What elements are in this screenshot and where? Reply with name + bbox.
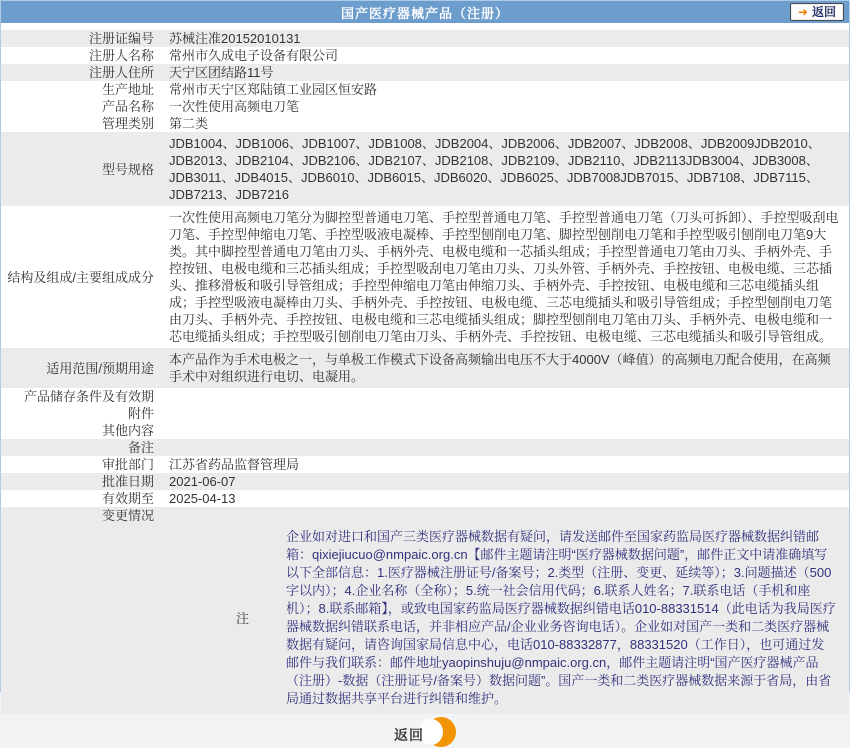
table-row-production-address	[1, 81, 849, 98]
back-button-label: 返回	[394, 727, 424, 743]
note-text: 企业如对进口和国产三类医疗器械数据有疑问，请发送邮件至国家药监局医疗器械数据纠错邮箱：qixiejiucuo@nmpaic.org.cn【邮件主题请注明“医疗器械数据问题”，邮件正文中请准确填写以下全部信息：1.医疗器械注册证号/备案号；2.类型（注册、变更、延续等）；3.问题描述（500字以内）；4.企业名称（全称）；5.统一社会信用代码；6.联系人姓名；7.联系电话（手机和座机）；8.联系邮箱】，或致电国家药监局医疗器械数据纠错电话010-88331514（此电话为我局医疗器械数据纠错联系电话，并非相应产品/企业业务咨询电话）。企业如对国产一类和二类医疗器械数据有疑问，请咨询国家局信息中心，电话010-88332877，88331520（工作日），也可通过发邮件与我们联系：邮件地址yaopinshuju@nmpaic.org.cn，邮件主题请注明“国产医疗器械产品（注册）-数据（注册证号/备案号）数据问题”。国产一类和二类医疗器械数据来源于省局，由省局通过数据共享平台进行纠错和维护。	[286, 529, 836, 706]
row-value: 江苏省药品监督管理局	[169, 457, 300, 472]
table-row-registrant-name	[1, 47, 849, 64]
row-value: 苏械注准20152010131	[169, 31, 301, 46]
row-value: JDB1004、JDB1006、JDB1007、JDB1008、JDB2004、JDB2006、JDB2007、JDB2008、JDB2009JDB2010、JDB2013、JDB2104、JDB2106、JDB2107、JDB2108、JDB2109、JDB2110、JDB2113JDB3004、JDB3008、JDB3011、JDB4015、JDB6010、JDB6015、JDB6020、JDB6025、JDB7008JDB7015、JDB7108、JDB7115、JDB7213、JDB7216	[169, 136, 821, 202]
back-button-top[interactable]	[790, 3, 844, 21]
row-label: 注册人住所	[88, 65, 154, 80]
row-label: 结构及组成/主要组成成分	[7, 269, 154, 285]
row-value: 常州市久成电子设备有限公司	[169, 48, 339, 63]
row-label: 批准日期	[101, 474, 154, 489]
row-label: 有效期至	[101, 491, 154, 506]
row-value: 常州市天宁区郑陆镇工业园区恒安路	[169, 82, 378, 97]
row-label: 生产地址	[101, 82, 154, 97]
table-row-structure-composition	[1, 206, 849, 348]
table-row-remarks	[1, 439, 849, 456]
row-label: 审批部门	[101, 457, 154, 472]
table-row-intended-use	[1, 348, 849, 388]
table-row-attachments	[1, 405, 849, 422]
table-row-other-content	[1, 422, 849, 439]
row-label: 注册人名称	[88, 48, 154, 63]
page-title: 国产医疗器械产品（注册）	[340, 5, 509, 21]
footer	[1, 714, 849, 748]
row-label: 备注	[127, 440, 154, 455]
table-row-product-name	[1, 98, 849, 115]
row-value: 一次性使用高频电刀笔分为脚控型普通电刀笔、手控型普通电刀笔、手控型普通电刀笔（刀头可拆卸）、手控型吸刮电刀笔、手控型伸缩电刀笔、手控型吸液电凝棒、手控型刨削电刀笔、脚控型刨削电刀笔和手控型吸引刨削电刀笔9大类。其中脚控型普通电刀笔由刀头、手柄外壳、电极电缆和一芯插头组成；手控型普通电刀笔由刀头、手柄外壳、手控按钮、电极电缆和三芯插头组成；手控型吸刮电刀笔由刀头、刀头外管、手柄外壳、手控按钮、电极电缆、三芯插头、推移滑板和吸引导管组成；手控型伸缩电刀笔由伸缩刀头、手柄外壳、手控按钮、电极电缆和三芯电缆插头组成；手控型吸液电凝棒由刀头、手柄外壳、手控按钮、电极电缆、三芯电缆插头和吸引导管组成；手控型刨削电刀笔由刀头、手柄外壳、手控按钮、电极电缆和三芯电缆插头组成；脚控型刨削电刀笔由刀头、手柄外壳、电极电缆和一芯电缆插头组成；手控型吸引刨削电刀笔由刀头、手柄外壳、手控按钮、电极电缆、三芯电缆插头和吸引导管组成。	[169, 210, 839, 344]
row-label: 产品储存条件及有效期	[23, 389, 154, 404]
back-arrow-icon: ➜	[797, 5, 808, 19]
table-row-valid-until	[1, 490, 849, 507]
row-value: 2025-04-13	[169, 491, 236, 506]
table-row-registrant-address	[1, 64, 849, 81]
table-row-change-status	[1, 507, 849, 524]
detail-table	[1, 30, 849, 714]
table-row-management-category	[1, 115, 849, 132]
row-label: 其他内容	[101, 423, 154, 438]
table-row-note	[1, 524, 849, 714]
header-bar	[1, 1, 849, 23]
row-label: 适用范围/预期用途	[46, 360, 154, 376]
row-label: 管理类别	[101, 116, 154, 131]
row-value: 天宁区团结路11号	[169, 65, 274, 80]
row-value: 2021-06-07	[169, 474, 236, 489]
row-value: 一次性使用高频电刀笔	[169, 99, 300, 114]
row-label: 变更情况	[101, 508, 154, 523]
row-label: 注	[235, 610, 249, 626]
table-row-registration-number	[1, 30, 849, 47]
back-button-label: 返回	[811, 5, 836, 19]
row-label: 注册证编号	[88, 31, 154, 46]
row-label: 产品名称	[101, 99, 154, 114]
row-value: 本产品作为手术电极之一，与单极工作模式下设备高频输出电压不大于4000V（峰值）的高频电刀配合使用，在高频手术中对组织进行电切、电凝用。	[169, 352, 831, 384]
table-row-approval-date	[1, 473, 849, 490]
row-value: 第二类	[169, 116, 209, 131]
table-row-model-specs	[1, 132, 849, 206]
row-label: 附件	[127, 406, 154, 421]
back-button-bottom[interactable]	[394, 717, 456, 748]
table-row-storage-conditions	[1, 388, 849, 405]
row-label: 型号规格	[101, 161, 154, 177]
table-row-approval-department	[1, 456, 849, 473]
